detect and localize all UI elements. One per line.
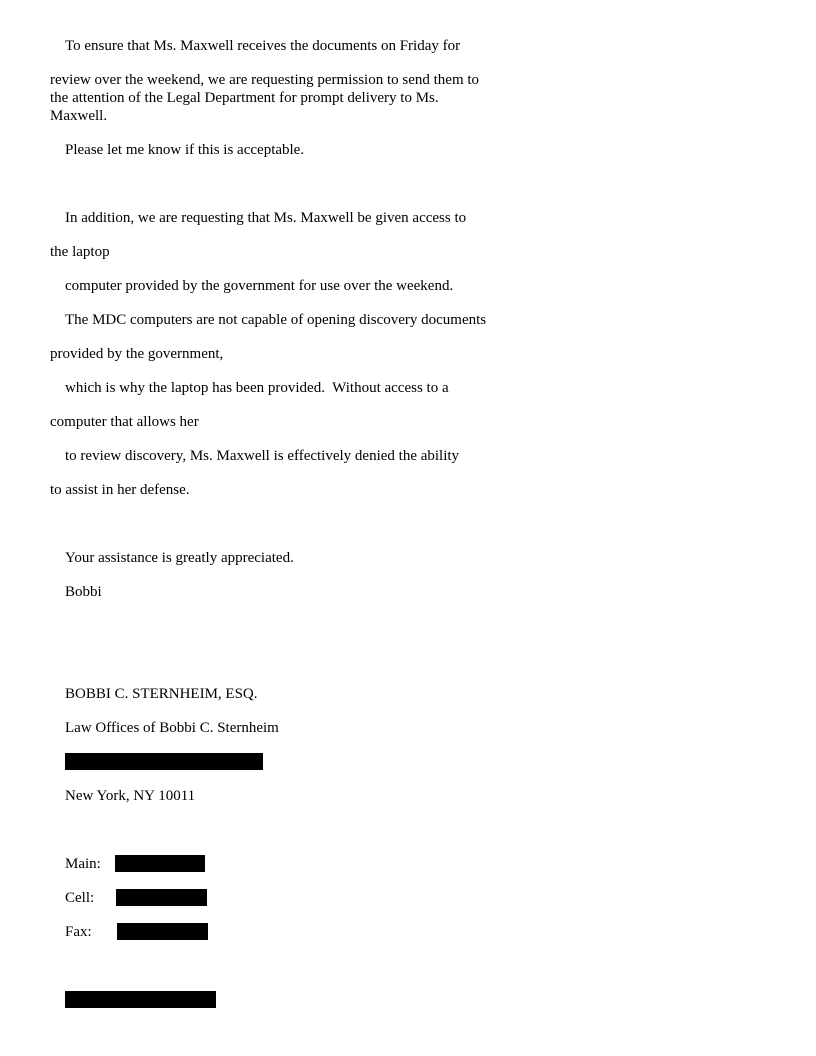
signature-firm: Law Offices of Bobbi C. Sternheim	[65, 720, 279, 736]
paragraph3-line4: The MDC computers are not capable of opening discovery documents	[65, 312, 487, 328]
main-phone-label: Main:	[65, 856, 101, 872]
paragraph1-line1: To ensure that Ms. Maxwell receives the documents on Friday for	[65, 38, 461, 54]
paragraph3-line5: provided by the government,	[50, 346, 224, 362]
cell-phone-label: Cell:	[65, 890, 95, 906]
redacted-street-address	[65, 753, 263, 770]
paragraph3-line6: which is why the laptop has been provided. Without access to a	[65, 380, 449, 396]
paragraph3-line7: computer that allows her	[50, 414, 199, 430]
signature-city: New York, NY 10011	[65, 788, 196, 804]
paragraph2: Please let me know if this is acceptable.	[65, 142, 305, 158]
redacted-main-phone	[115, 855, 205, 872]
redacted-cell-phone	[116, 889, 207, 906]
signature-name: BOBBI C. STERNHEIM, ESQ.	[65, 686, 258, 702]
paragraph3-line8: to review discovery, Ms. Maxwell is effectively denied the ability	[65, 448, 460, 464]
fax-label: Fax:	[65, 924, 92, 940]
redacted-email-address	[65, 991, 216, 1008]
paragraph3-line9: to assist in her defense.	[50, 482, 190, 498]
paragraph1-line4: Maxwell.	[50, 108, 108, 124]
paragraph3-line1: In addition, we are requesting that Ms. Maxwell be given access to	[65, 210, 467, 226]
paragraph1-line2: review over the weekend, we are requesting permission to send them to	[50, 72, 480, 88]
sign-name: Bobbi	[65, 584, 102, 600]
paragraph3-line2: the laptop	[50, 244, 110, 260]
closing-line: Your assistance is greatly appreciated.	[65, 550, 294, 566]
redacted-fax-number	[117, 923, 208, 940]
paragraph1-line3: the attention of the Legal Department for prompt delivery to Ms.	[50, 90, 439, 106]
paragraph3-line3: computer provided by the government for use over the weekend.	[65, 278, 454, 294]
